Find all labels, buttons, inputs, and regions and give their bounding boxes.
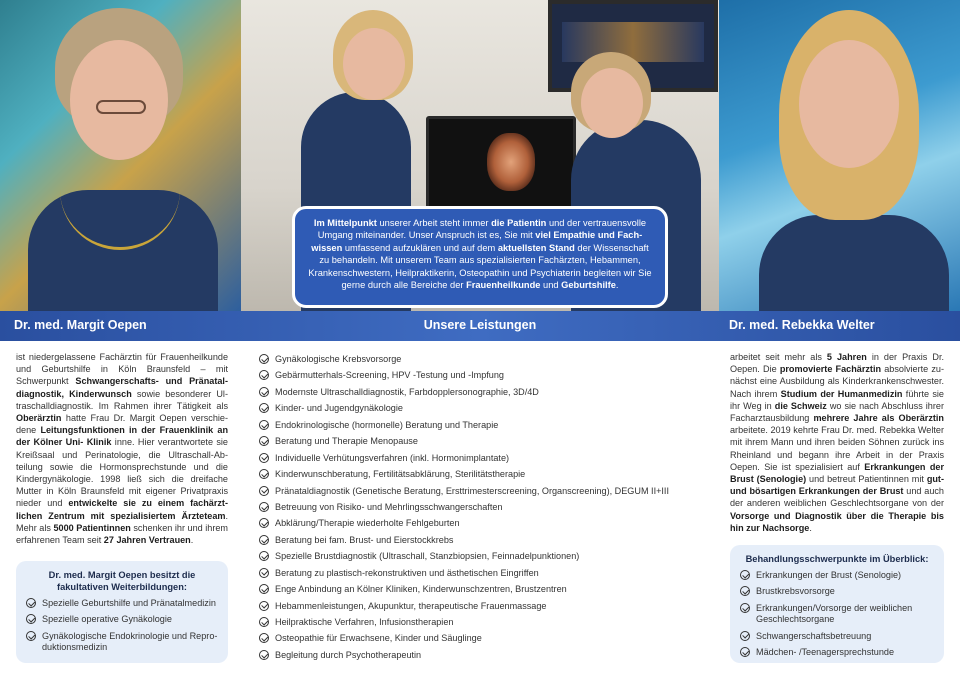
- schwerpunkte-title: Behandlungsschwerpunkte im Überblick:: [745, 554, 929, 564]
- check-circle-icon: [259, 617, 269, 627]
- weiterbildung-item: [26, 598, 218, 609]
- ultrasound-monitor: [426, 116, 576, 210]
- service-item: [259, 534, 709, 550]
- service-item: [259, 485, 709, 501]
- emphasis-text: Studium der Humanmedizin: [780, 388, 903, 399]
- service-item-label: Osteopathie für Erwachsene, Kinder und Säuglinge: [275, 633, 482, 644]
- bio-margit-oepen: [16, 351, 228, 546]
- photo-dr-rebekka-welter: [719, 0, 960, 311]
- text-run: ist niedergelassene Fachärztin für Frauenheilkunde und Geburtshilfe in Köln Braunsfeld – mit Schwerpunkt: [16, 352, 228, 387]
- check-circle-icon: [26, 631, 36, 641]
- schwerpunkte-list: [740, 570, 934, 658]
- check-circle-icon: [259, 354, 269, 364]
- service-item: [259, 501, 709, 517]
- weiterbildung-item: [26, 614, 218, 625]
- service-item: [259, 386, 709, 402]
- emphasis-text: Im Mittelpunkt: [313, 218, 377, 228]
- weiterbildung-item-label: Spezielle operative Gynäkologie: [42, 614, 172, 625]
- text-run: arbeitet seit mehr als: [730, 352, 827, 362]
- text-run: .: [615, 280, 619, 291]
- weiterbildung-item-label: Spezielle Geburtshilfe und Pränatalmedizin: [42, 598, 216, 608]
- schwerpunkt-item: [740, 603, 934, 626]
- text-run: . Mehr als: [16, 510, 228, 533]
- emphasis-text: entwickelte sie zu einem fachärztlichen Zentrum mit spezialisiertem Ärzteteam: [16, 498, 228, 521]
- check-circle-icon: [740, 603, 750, 613]
- service-item: [259, 369, 709, 385]
- schwerpunkt-item-label: Mädchen- /Teenagersprechstunde: [756, 647, 895, 658]
- check-circle-icon: [259, 387, 269, 397]
- check-circle-icon: [740, 586, 750, 596]
- check-circle-icon: [259, 469, 269, 479]
- service-item: [259, 435, 709, 451]
- service-item-label: Pränataldiagnostik (Genetische Beratung, Ersttrimesterscreening, Organscreening), DEGUM II+III: [275, 485, 669, 496]
- service-item-label: Begleitung durch Psychotherapeutin: [275, 649, 422, 660]
- service-item-label: Heilpraktische Verfahren, Infusionstherapien: [275, 617, 454, 627]
- schwerpunkte-box: [730, 545, 944, 663]
- service-item: [259, 550, 709, 566]
- emphasis-text: Schwangerschafts- und Pränataldiagnostik, Kinderwunsch: [16, 376, 228, 399]
- service-item: [259, 600, 709, 616]
- check-circle-icon: [740, 631, 750, 641]
- service-item-label: Hebammenleistungen, Akupunktur, therapeutische Frauenmassage: [275, 600, 547, 611]
- check-circle-icon: [259, 650, 269, 660]
- schwerpunkt-item: [740, 647, 934, 658]
- schwerpunkt-item: [740, 586, 934, 597]
- text-run: und: [540, 280, 562, 291]
- schwerpunkt-item: [740, 631, 934, 642]
- emphasis-text: promovierte Fachärztin: [779, 364, 882, 375]
- text-run: unserer Arbeit steht immer: [376, 218, 492, 228]
- intro-box: [292, 206, 668, 308]
- service-item: [259, 468, 709, 484]
- text-run: wo sie nach Abschluss ihrer Facharztausbildung: [730, 400, 944, 424]
- service-item: [259, 616, 709, 632]
- text-run: arbeitete. 2019 kehrte Frau Dr. med. Rebekka Welter mit ihrem Mann und ihren beiden Söhnen zurück ins Rheinland und begann ihre Arbeit in der Praxis Oepen. Sie ist spezialisiert auf: [730, 425, 944, 472]
- emphasis-text: Frauenheilkunde: [466, 280, 541, 291]
- service-item: [259, 649, 709, 665]
- text-run: und auch der anderen weiblichen Geschlechtsorgane von der: [730, 486, 944, 509]
- text-run: inne. Hier verantwortete sie Kreißsaal und Perinatologie, die Ultraschall-Abteilung sowie die Hormonsprechstunde und die Kindergynäkologie. 1998 ließ sich die dreifache Mutter in Köln Braunsfeld mit eigener Privatpraxis nieder und: [16, 437, 228, 509]
- text-run: .: [190, 535, 194, 546]
- text-run: schenken ihr und ihrem erfahrenen Team seit: [16, 522, 228, 546]
- text-run: in der Praxis Dr. Oepen. Die: [730, 352, 944, 375]
- service-item: [259, 632, 709, 648]
- service-item: [259, 583, 709, 599]
- service-item-label: Enge Anbindung an Kölner Kliniken, Kinderwunschzentren, Brustzentren: [275, 584, 567, 595]
- text-run: der Wissenschaft zu behandeln. Mit unserem Team aus spezialisierten Fachärzten, Hebammen, Krankenschwestern, Heilpraktikerin, Osteopathin und Psychiaterin begleiten wir Sie gerne durch alle Bereiche der: [308, 242, 652, 291]
- service-item-label: Kinderwunschberatung, Fertilitätsabklärung, Sterilitätstherapie: [275, 469, 526, 480]
- intro-text: [307, 217, 653, 291]
- service-item: [259, 419, 709, 435]
- emphasis-text: Erkrankungen der Brust (Senologie): [730, 461, 944, 485]
- weiterbildung-item-label: Gynäkologische Endokrinologie und Reproduktionsmedizin: [42, 630, 218, 653]
- check-circle-icon: [259, 601, 269, 611]
- emphasis-text: 5000 Patientinnen: [53, 522, 131, 533]
- photo-dr-margit-oepen: [0, 0, 241, 311]
- service-item: [259, 402, 709, 418]
- schwerpunkt-item-label: Erkrankungen der Brust (Senologie): [756, 570, 902, 580]
- emphasis-text: 5 Jahren: [826, 352, 867, 362]
- service-item-label: Individuelle Verhütungsverfahren (inkl. Hormonimplantate): [275, 452, 510, 463]
- emphasis-text: Leitungsfunktionen in der Frauenklinik an der Kölner Uni- Klinik: [16, 425, 228, 448]
- check-circle-icon: [259, 486, 269, 496]
- weiterbildungen-title: Dr. med. Margit Oepen besitzt die fakultativen Weiterbildungen:: [48, 570, 196, 592]
- service-item-label: Beratung zu plastisch-rekonstruktiven und ästhetischen Eingriffen: [275, 567, 539, 578]
- check-circle-icon: [259, 551, 269, 561]
- heading-rebekka-welter: Dr. med. Rebekka Welter: [729, 318, 875, 332]
- check-circle-icon: [26, 614, 36, 624]
- check-circle-icon: [259, 584, 269, 594]
- text-run: .: [809, 522, 812, 533]
- service-item: [259, 353, 709, 369]
- service-item: [259, 567, 709, 583]
- emphasis-text: die Patientin: [491, 218, 547, 228]
- service-item-label: Kinder- und Jugendgynäkologie: [275, 403, 403, 414]
- emphasis-text: 27 Jahren Vertrauen: [103, 535, 191, 546]
- check-circle-icon: [259, 403, 269, 413]
- weiterbildung-item: [26, 631, 218, 654]
- schwerpunkt-item-label: Schwangerschaftsbetreuung: [756, 630, 872, 641]
- bio-rebekka-welter-text: [730, 351, 944, 534]
- emphasis-text: Vorsorge und Diagnostik über die Therapie bis hin zur Nachsorge: [730, 510, 944, 533]
- check-circle-icon: [259, 420, 269, 430]
- check-circle-icon: [259, 633, 269, 643]
- service-item-label: Betreuung von Risiko- und Mehrlingsschwangerschaften: [275, 501, 503, 512]
- service-item-label: Spezielle Brustdiagnostik (Ultraschall, Stanzbiopsien, Feinnadelpunktionen): [275, 551, 580, 562]
- emphasis-text: viel Empathie und Fachwissen: [311, 230, 643, 253]
- service-item-label: Modernste Ultraschalldiagnostik, Farbdopplersonographie, 3D/4D: [275, 386, 539, 397]
- service-item-label: Beratung bei fam. Brust- und Eierstockkrebs: [275, 534, 454, 545]
- schwerpunkt-item: [740, 570, 934, 581]
- emphasis-text: Geburtshilfe: [561, 280, 616, 291]
- section-header-band: [0, 311, 960, 341]
- emphasis-text: Oberärztin: [16, 413, 62, 424]
- check-circle-icon: [259, 518, 269, 528]
- text-run: und der vertrauensvolle Umgang miteinander. Unser Anspruch ist es, Sie mit: [317, 218, 647, 241]
- service-item-label: Abklärung/Therapie wiederholte Fehlgeburten: [275, 518, 460, 529]
- check-circle-icon: [740, 570, 750, 580]
- emphasis-text: die Schweiz: [774, 400, 827, 411]
- heading-unsere-leistungen: Unsere Leistungen: [423, 318, 537, 332]
- emphasis-text: gut- und bösartigen Erkrankungen der Brust: [730, 474, 944, 497]
- service-item: [259, 452, 709, 468]
- text-run: führte sie ihr Weg in: [730, 388, 944, 411]
- weiterbildungen-box: [16, 561, 228, 663]
- schwerpunkt-item-label: Brustkrebsvorsorge: [756, 586, 835, 597]
- text-run: sowie besonderer Ultraschalldiagnostik. Im Rahmen ihrer Tätigkeit als: [16, 388, 228, 411]
- check-circle-icon: [259, 535, 269, 545]
- check-circle-icon: [740, 647, 750, 657]
- service-item-label: Beratung und Therapie Menopause: [275, 436, 418, 447]
- heading-margit-oepen: Dr. med. Margit Oepen: [14, 318, 147, 332]
- service-item-label: Endokrinologische (hormonelle) Beratung und Therapie: [275, 419, 499, 430]
- text-run: und betreut Patientinnen mit: [806, 474, 927, 485]
- weiterbildungen-list: [26, 598, 218, 654]
- text-run: umfassend aufzuklären und auf dem: [342, 242, 498, 253]
- bio-margit-oepen-text: [16, 351, 228, 546]
- check-circle-icon: [259, 370, 269, 380]
- text-run: absolvierte zunächst eine Ausbildung als Kinderkrankenschwester. Nach ihrem: [730, 364, 945, 399]
- check-circle-icon: [259, 568, 269, 578]
- emphasis-text: mehrere Jahre als Oberärztin: [813, 413, 944, 424]
- check-circle-icon: [259, 502, 269, 512]
- services-list: [259, 353, 709, 665]
- bio-rebekka-welter: [730, 351, 944, 534]
- schwerpunkt-item-label: Erkrankungen/Vorsorge der weiblichen Geschlechtsorgane: [756, 602, 913, 625]
- service-item: [259, 517, 709, 533]
- check-circle-icon: [259, 453, 269, 463]
- service-item-label: Gynäkologische Krebsvorsorge: [275, 354, 402, 364]
- service-item-label: Gebärmutterhals-Screening, HPV -Testung und -Impfung: [275, 370, 504, 381]
- check-circle-icon: [259, 436, 269, 446]
- emphasis-text: aktuellsten Stand: [497, 242, 575, 253]
- text-run: hatte Frau Dr. Margit Oepen verschiedene: [16, 413, 228, 436]
- check-circle-icon: [26, 598, 36, 608]
